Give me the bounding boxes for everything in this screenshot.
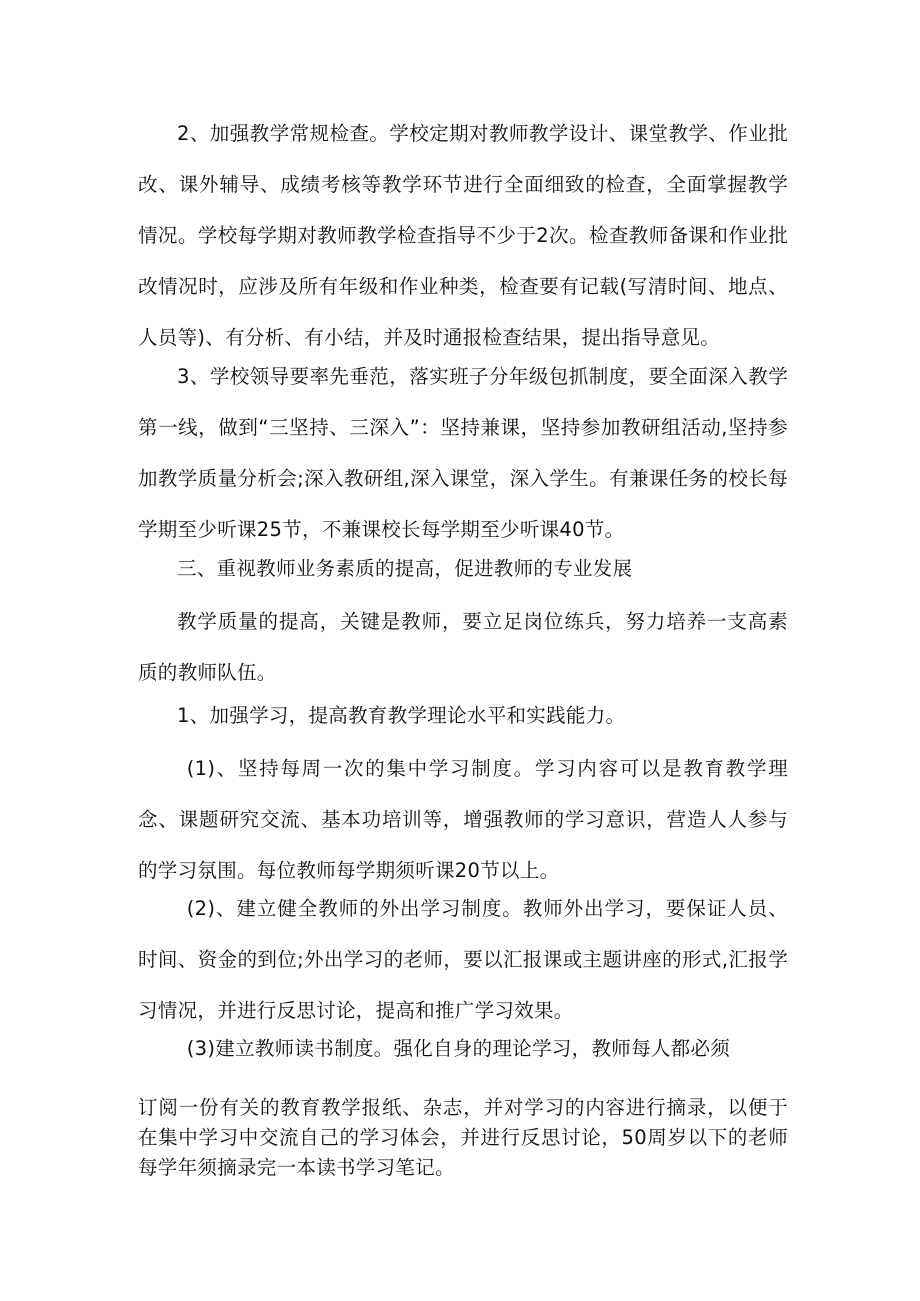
section-heading-teacher-development: 三、重视教师业务素质的提高，促进教师的专业发展 bbox=[177, 557, 633, 580]
paragraph-weekly-study: (1)、坚持每周一次的集中学习制度。学习内容可以是教育教学理念、课题研究交流、基本功培训等，增强教师的学习意识，营造人人参与的学习氛围。每位教师每学期须听课20节以上。 bbox=[138, 757, 788, 882]
paragraph-reading-system: (3)建立教师读书制度。强化自身的理论学习，教师每人都必须 bbox=[186, 1037, 731, 1060]
paragraph-external-study: (2)、建立健全教师的外出学习制度。教师外出学习，要保证人员、时间、资金的到位;外出学习的老师，要以汇报课或主题讲座的形式,汇报学习情况，并进行反思讨论，提高和推广学习效果。 bbox=[138, 897, 788, 1022]
paragraph-teaching-routine-check: 2、加强教学常规检查。学校定期对教师教学设计、课堂教学、作业批改、课外辅导、成绩考核等教学环节进行全面细致的检查，全面掌握教学情况。学校每学期对教师教学检查指导不少于2次。检查教师备课和作业批改情况时，应涉及所有年级和作业种类，检查要有记载(写清时间、地点、人员等)、有分析、有小结，并及时通报检查结果，提出指导意见。 bbox=[138, 122, 788, 349]
paragraph-leadership-example: 3、学校领导要率先垂范，落实班子分年级包抓制度，要全面深入教学第一线，做到“三坚持、三深入”：坚持兼课，坚持参加教研组活动,坚持参加教学质量分析会;深入教研组,深入课堂，深入学生。有兼课任务的校长每学期至少听课25节，不兼课校长每学期至少听课40节。 bbox=[138, 365, 788, 541]
subheading-strengthen-learning: 1、加强学习，提高教育教学理论水平和实践能力。 bbox=[177, 704, 626, 727]
paragraph-reading-notes: 订阅一份有关的教育教学报纸、杂志，并对学习的内容进行摘录，以便于在集中学习中交流自己的学习体会，并进行反思讨论，50周岁以下的老师每学年须摘录完一本读书学习笔记。 bbox=[138, 1096, 788, 1179]
paragraph-teacher-quality: 教学质量的提高，关键是教师，要立足岗位练兵，努力培养一支高素质的教师队伍。 bbox=[138, 610, 788, 684]
